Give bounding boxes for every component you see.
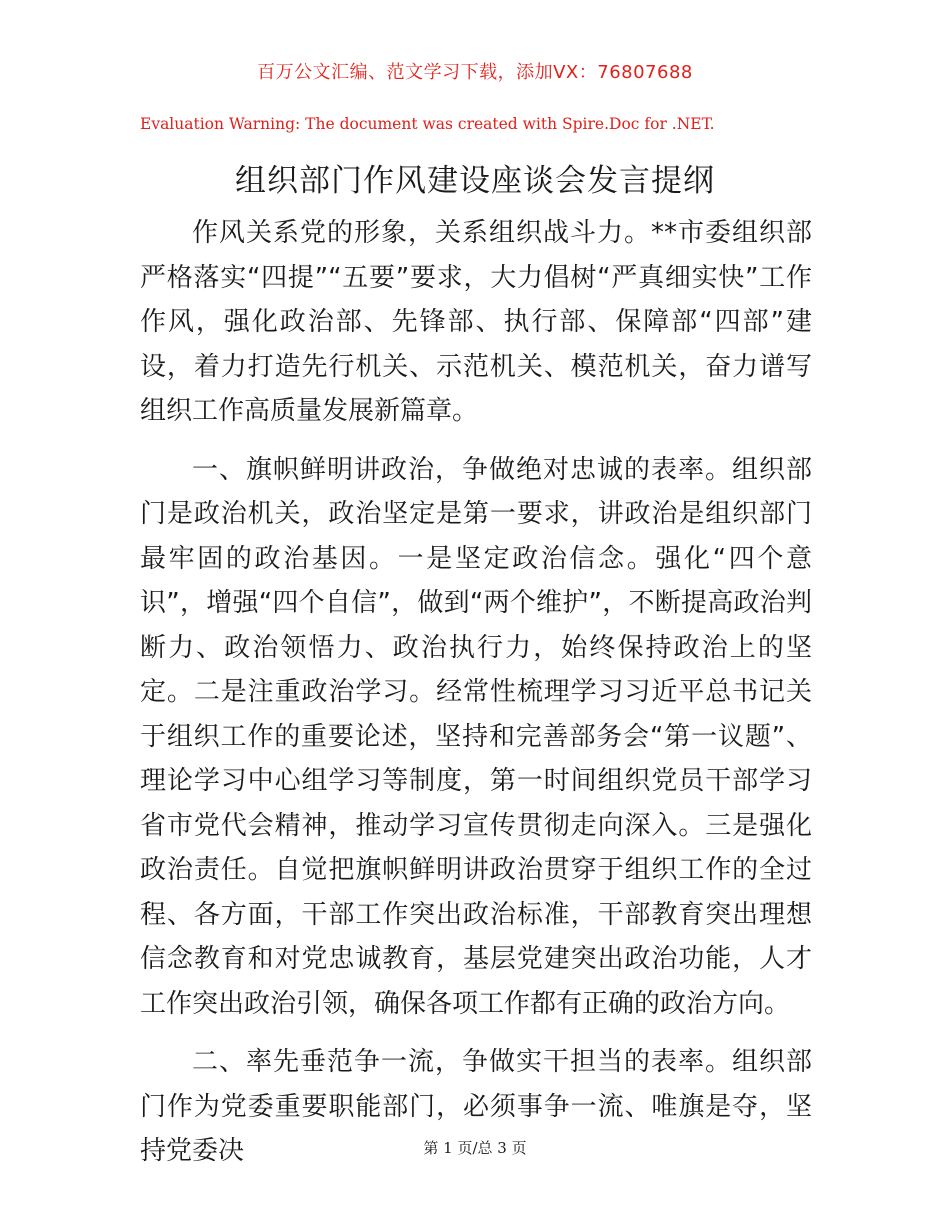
evaluation-warning: Evaluation Warning: The document was created with Spire.Doc for .NET. xyxy=(140,115,715,133)
document-body xyxy=(140,211,812,1188)
paragraph-section-one: 一、旗帜鲜明讲政治，争做绝对忠诚的表率。组织部门是政治机关，政治坚定是第一要求，讲政治是组织部门最牢固的政治基因。一是坚定政治信念。强化“四个意识”，增强“四个自信”，做到“两个维护”，不断提高政治判断力、政治领悟力、政治执行力，始终保持政治上的坚定。二是注重政治学习。经常性梳理学习习近平总书记关于组织工作的重要论述，坚持和完善部务会“第一议题”、理论学习中心组学习等制度，第一时间组织党员干部学习省市党代会精神，推动学习宣传贯彻走向深入。三是强化政治责任。自觉把旗帜鲜明讲政治贯穿于组织工作的全过程、各方面，干部工作突出政治标准，干部教育突出理想信念教育和对党忠诚教育，基层党建突出政治功能，人才工作突出政治引领，确保各项工作都有正确的政治方向。 xyxy=(140,454,812,1019)
document-title: 组织部门作风建设座谈会发言提纲 xyxy=(235,163,715,199)
paragraph-section-two: 二、率先垂范争一流，争做实干担当的表率。组织部门作为党委重要职能部门，必须事争一流、唯旗是夺，坚持党委决 xyxy=(140,1047,812,1166)
promo-header-banner: 百万公文汇编、范文学习下载，添加VX：76807688 xyxy=(257,62,693,83)
page-number-footer: 第 1 页/总 3 页 xyxy=(423,1139,527,1157)
paragraph-intro: 作风关系党的形象，关系组织战斗力。**市委组织部严格落实“四提”“五要”要求，大力倡树“严真细实快”工作作风，强化政治部、先锋部、执行部、保障部“四部”建设，着力打造先行机关、示范机关、模范机关，奋力谱写组织工作高质量发展新篇章。 xyxy=(140,218,812,426)
